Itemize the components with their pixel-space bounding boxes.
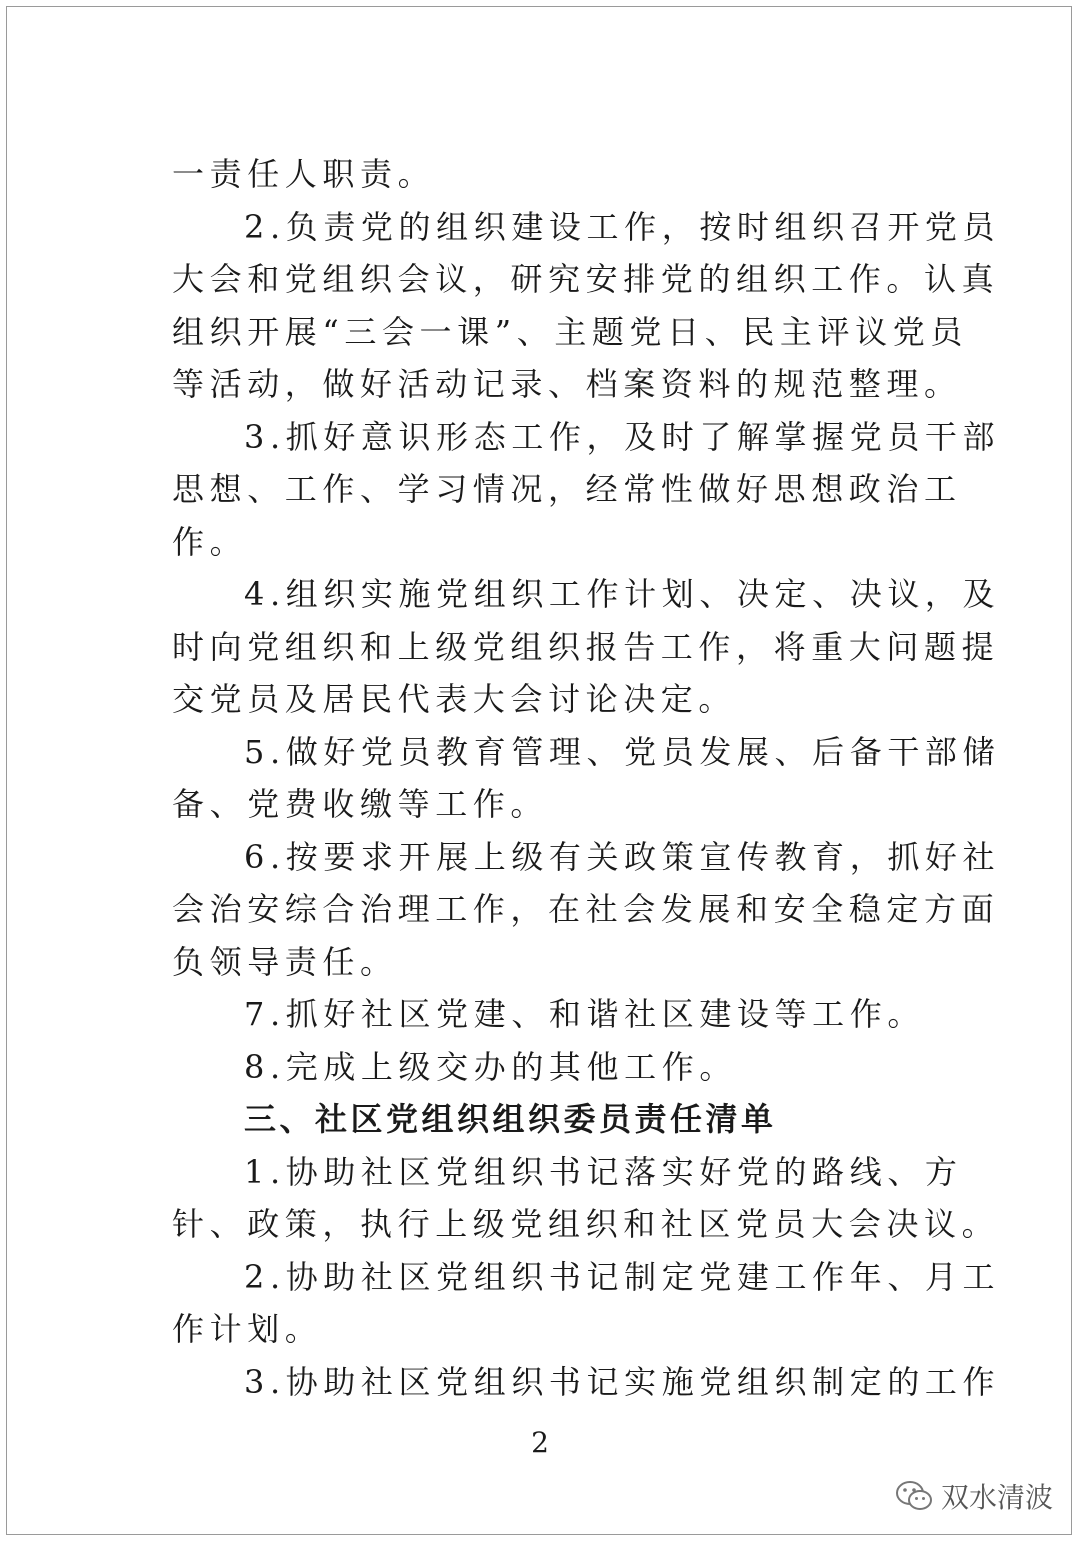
- text-line: 2.协助社区党组织书记制定党建工作年、月工: [244, 1257, 1001, 1296]
- text-line: 备、党费收缴等工作。: [172, 785, 549, 823]
- watermark: [895, 1476, 1053, 1516]
- text-line: 负领导责任。: [172, 942, 398, 981]
- text-line: 4.组织实施党组织工作计划、决定、决议，及: [244, 575, 1001, 613]
- text-line: 交党员及居民代表大会讨论决定。: [172, 680, 737, 718]
- document-body: [172, 148, 1001, 1408]
- text-line: 3.协助社区党组织书记实施党组织制定的工作: [244, 1362, 1001, 1401]
- section-heading: 三、社区党组织组织委员责任清单: [244, 1100, 777, 1138]
- text-line: 大会和党组织会议，研究安排党的组织工作。认真: [172, 260, 1000, 298]
- text-line: 一责任人职责。: [172, 155, 436, 193]
- text-line: 2.负责党的组织建设工作，按时组织召开党员: [244, 207, 1001, 246]
- text-line: 作计划。: [172, 1310, 323, 1348]
- text-line: 组织开展“三会一课”、主题党日、民主评议党员: [172, 312, 968, 351]
- text-line: 时向党组织和上级党组织报告工作，将重大问题提: [172, 627, 1000, 666]
- text-line: 3.抓好意识形态工作，及时了解掌握党员干部: [244, 417, 1001, 456]
- text-line: 会治安综合治理工作，在社会发展和安全稳定方面: [172, 890, 1000, 928]
- page-number: 2: [531, 1426, 549, 1459]
- wechat-icon: [895, 1479, 933, 1513]
- text-line: 1.协助社区党组织书记落实好党的路线、方: [244, 1152, 963, 1191]
- text-line: 8.完成上级交办的其他工作。: [244, 1047, 737, 1086]
- watermark-text: 双水清波: [941, 1481, 1054, 1514]
- text-line: 作。: [172, 522, 248, 561]
- text-line: 等活动，做好活动记录、档案资料的规范整理。: [172, 365, 962, 403]
- text-line: 思想、工作、学习情况，经常性做好思想政治工: [172, 470, 962, 508]
- text-line: 7.抓好社区党建、和谐社区建设等工作。: [244, 995, 925, 1033]
- text-line: 6.按要求开展上级有关政策宣传教育，抓好社: [244, 837, 1001, 876]
- text-line: 5.做好党员教育管理、党员发展、后备干部储: [244, 732, 1001, 771]
- text-line: 针、政策，执行上级党组织和社区党员大会决议。: [172, 1205, 1000, 1243]
